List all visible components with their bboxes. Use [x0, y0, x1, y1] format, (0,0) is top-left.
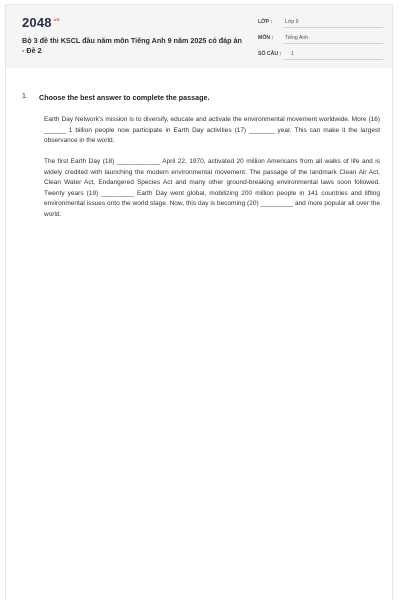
- page-header: [6, 5, 392, 68]
- meta-grade-label: LỚP :: [258, 19, 273, 25]
- document-title: Bộ 3 đề thi KSCL đầu năm môn Tiếng Anh 9 năm 2025 có đáp án - Đề 2: [22, 36, 242, 55]
- divider: [283, 43, 383, 44]
- logo-text: 2048: [22, 15, 52, 30]
- meta-subject-value: Tiếng Anh: [285, 35, 309, 41]
- passage-paragraph-1: Earth Day Network's mission is to diversify, educate and activate the environmental movement worldwide. More (16) ______ 1 billion people now participate in Earth Day activities (17) _______ year. This can make it the largest observance in the world.: [44, 116, 380, 144]
- meta-subject-label: MÔN :: [258, 35, 274, 41]
- question-instruction: Choose the best answer to complete the passage.: [39, 93, 210, 102]
- question-number: 1.: [22, 93, 28, 100]
- divider: [283, 27, 383, 28]
- meta-count-value: 1: [291, 51, 294, 57]
- document-page: [5, 4, 393, 600]
- logo-suffix: .vn: [52, 17, 60, 22]
- divider: [283, 59, 383, 60]
- passage-paragraph-2: The first Earth Day (18) ____________ April 22, 1970, activated 20 million Americans from all walks of life and is widely credited with launching the modern environmental movement. The passage of the landmark Clean Air Act, Clean Water Act, Endangered Species Act and many other ground-breaking environmental laws soon followed. Twenty years (19) _________ Earth Day went global, mobilizing 200 million people in 141 countries and lifting environmental issues onto the world stage. Now, this day is becoming (20) _________ and more popular all over the world.: [44, 158, 380, 218]
- meta-grade-value: Lớp 9: [285, 19, 299, 25]
- meta-count-label: SỐ CÂU :: [258, 51, 282, 57]
- site-logo[interactable]: [22, 15, 60, 30]
